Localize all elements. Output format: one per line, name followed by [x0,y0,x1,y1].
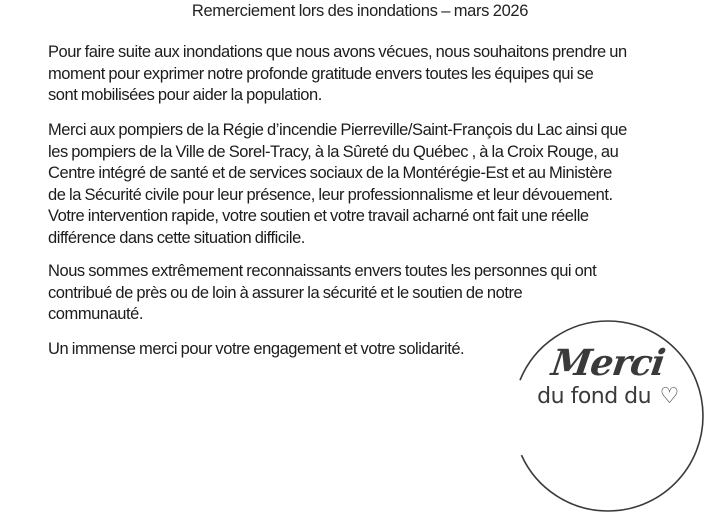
merci-subtitle [510,384,706,409]
paragraph-intro [48,42,708,107]
document-title: Remerciement lors des inondations – mars 2026 [191,2,529,20]
paragraph-line: communauté. [48,305,144,323]
merci-subtitle-text: du fond du [537,384,652,409]
paragraph-line: Nous sommes extrêmement reconnaissants envers toutes les personnes qui ont [48,262,597,280]
heart-outline-icon: ♡ [659,384,679,409]
paragraph-line: différence dans cette situation difficile. [48,228,305,247]
paragraph-line: moment pour exprimer notre profonde gratitude envers toutes les équipes qui se [48,64,594,83]
paragraph-line: Centre intégré de santé et de services sociaux de la Montérégie-Est et au Ministère [48,164,612,182]
paragraph-line: sont mobilisées pour aider la population. [48,86,322,104]
paragraph-line: contribué de près ou de loin à assurer la sécurité et le soutien de notre [48,283,523,302]
merci-badge [510,318,706,514]
paragraph-line: Merci aux pompiers de la Régie d’incendie Pierreville/Saint-François du Lac ainsi que [48,121,627,139]
paragraph-thanks-teams [48,120,708,249]
paragraph-gratitude [48,261,708,326]
paragraph-line: les pompiers de la Ville de Sorel-Tracy, à la Sûreté du Québec , à la Croix Rouge, au [48,142,619,161]
paragraph-line: de la Sécurité civile pour leur présence, leur professionnalisme et leur dévouement. [48,185,613,204]
paragraph-line: Pour faire suite aux inondations que nous avons vécues, nous souhaitons prendre un [48,43,627,61]
merci-script-text: Merci [548,342,668,384]
paragraph-line: Un immense merci pour votre engagement et votre solidarité. [48,340,465,358]
paragraph-line: Votre intervention rapide, votre soutien et votre travail acharné ont fait une réelle [48,207,589,225]
